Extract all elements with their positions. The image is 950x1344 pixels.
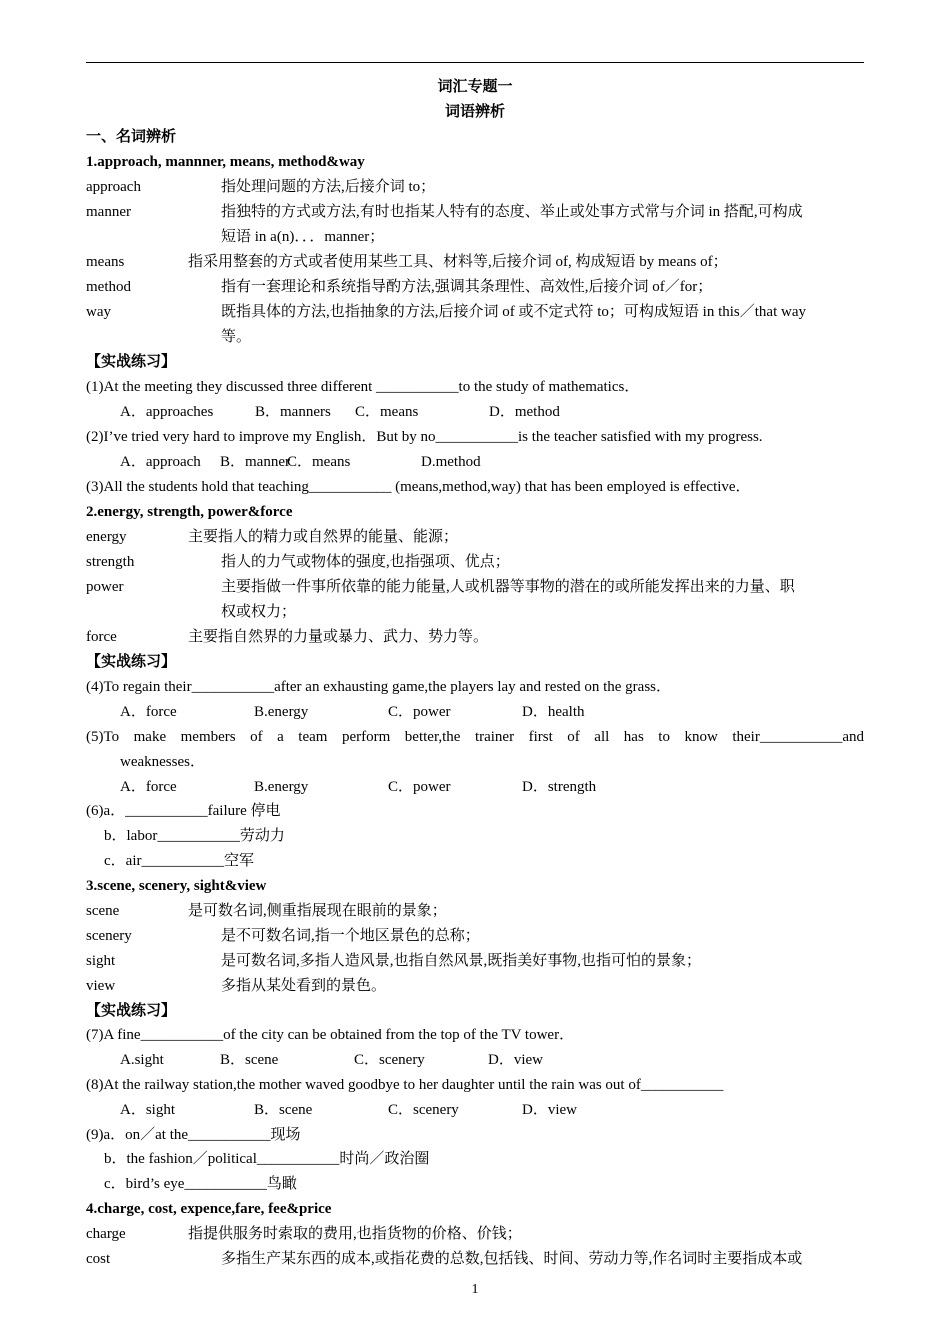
def-row xyxy=(86,1249,802,1271)
def-row xyxy=(86,277,712,299)
practice-heading: 【实战练习】 xyxy=(86,1003,177,1019)
def-term: energy xyxy=(86,529,127,545)
option: B．scene xyxy=(220,1052,279,1068)
def-text: 主要指人的精力或自然界的能量、能源； xyxy=(188,529,459,545)
question-6b: b．labor___________劳动力 xyxy=(104,828,285,844)
def-row xyxy=(86,1224,522,1246)
doc-subtitle: 词语辨析 xyxy=(444,104,505,120)
option: B．manner xyxy=(220,454,290,470)
option: A．approaches xyxy=(120,404,214,420)
def-row xyxy=(86,627,488,649)
option: C．means xyxy=(355,404,419,420)
option: B．scene xyxy=(254,1102,313,1118)
practice-heading: 【实战练习】 xyxy=(86,654,177,670)
def-row xyxy=(86,302,806,324)
def-text: 指提供服务时索取的费用,也指货物的价格、价钱； xyxy=(188,1226,522,1242)
def-row xyxy=(86,926,480,948)
header-rule xyxy=(86,62,864,63)
def-text: 是可数名词,侧重指展现在眼前的景象； xyxy=(188,903,447,919)
def-text: 既指具体的方法,也指抽象的方法,后接介词 of 或不定式符 to；可构成短语 in this／that way xyxy=(221,304,806,320)
def-term: way xyxy=(86,304,111,320)
def-text: 多指从某处看到的景色。 xyxy=(221,978,387,994)
group-2-heading: 2.energy, strength, power&force xyxy=(86,504,293,520)
def-row xyxy=(86,552,510,574)
def-term: approach xyxy=(86,179,141,195)
question-7: (7)A fine___________of the city can be obtained from the top of the TV tower． xyxy=(86,1027,575,1043)
question-6c: c．air___________空军 xyxy=(104,853,254,869)
def-continuation: 权或权力； xyxy=(221,604,297,620)
practice-heading: 【实战练习】 xyxy=(86,354,177,370)
def-term: method xyxy=(86,279,131,295)
def-text: 是不可数名词,指一个地区景色的总称； xyxy=(221,928,480,944)
def-term: force xyxy=(86,629,117,645)
def-term: cost xyxy=(86,1251,111,1267)
option: A.sight xyxy=(120,1052,164,1068)
def-term: scene xyxy=(86,903,120,919)
question-1-options xyxy=(120,402,560,424)
group-1-heading: 1.approach, mannner, means, method&way xyxy=(86,154,365,170)
option: D．health xyxy=(522,704,585,720)
def-continuation: 等。 xyxy=(221,329,252,345)
def-term: means xyxy=(86,254,125,270)
question-3: (3)All the students hold that teaching___________ (means,method,way) that has been employed is effective． xyxy=(86,479,751,495)
option: C．scenery xyxy=(388,1102,459,1118)
def-term: scenery xyxy=(86,928,132,944)
option: D.method xyxy=(421,454,481,470)
def-term: manner xyxy=(86,204,131,220)
question-9a: (9)a．on／at the___________现场 xyxy=(86,1127,301,1143)
def-row xyxy=(86,202,803,224)
question-2-options xyxy=(120,452,481,474)
option: D．strength xyxy=(522,779,597,795)
option: B.energy xyxy=(254,704,309,720)
def-term: power xyxy=(86,579,124,595)
def-row xyxy=(86,951,701,973)
question-5-options xyxy=(120,777,596,799)
def-text: 主要指做一件事所依靠的能力能量,人或机器等事物的潜在的或所能发挥出来的力量、职 xyxy=(221,579,795,595)
option: C．power xyxy=(388,779,451,795)
def-term: view xyxy=(86,978,116,994)
def-text: 指有一套理论和系统指导酌方法,强调其条理性、高效性,后接介词 of／for； xyxy=(221,279,713,295)
def-text: 指人的力气或物体的强度,也指强项、优点； xyxy=(221,554,510,570)
option: C．scenery xyxy=(354,1052,425,1068)
option: B．manners xyxy=(255,404,331,420)
def-term: sight xyxy=(86,953,116,969)
def-text: 指处理问题的方法,后接介词 to； xyxy=(221,179,436,195)
option: D．view xyxy=(488,1052,543,1068)
question-4-options xyxy=(120,702,584,724)
option: A．force xyxy=(120,779,177,795)
def-term: strength xyxy=(86,554,135,570)
question-4: (4)To regain their___________after an exhausting game,the players lay and rested on the grass． xyxy=(86,679,672,695)
option: C．means xyxy=(287,454,351,470)
question-9c: c．bird’s eye___________鸟瞰 xyxy=(104,1176,297,1192)
def-text: 指采用整套的方式或者使用某些工具、材料等,后接介词 of, 构成短语 by means of； xyxy=(188,254,728,270)
doc-title: 词汇专题一 xyxy=(437,79,513,95)
question-8-options xyxy=(120,1100,577,1122)
question-5-continuation: weaknesses． xyxy=(120,754,205,770)
def-row xyxy=(86,252,728,274)
def-text: 多指生产某东西的成本,或指花费的总数,包括钱、时间、劳动力等,作名词时主要指成本或 xyxy=(221,1251,803,1267)
question-2: (2)I’ve tried very hard to improve my English．But by no___________is the teacher satisfied with my progress. xyxy=(86,429,763,445)
option: C．power xyxy=(388,704,451,720)
section-heading: 一、名词辨析 xyxy=(86,129,177,145)
def-row xyxy=(86,177,435,199)
question-5: (5)To make members of a team perform better,the trainer first of all has to know their___________and xyxy=(86,729,864,745)
def-term: charge xyxy=(86,1226,126,1242)
def-row xyxy=(86,976,386,998)
option: A．approach xyxy=(120,454,201,470)
question-6a: (6)a．___________failure 停电 xyxy=(86,803,281,819)
question-7-options xyxy=(120,1050,543,1072)
group-3-heading: 3.scene, scenery, sight&view xyxy=(86,878,267,894)
question-1: (1)At the meeting they discussed three different ___________to the study of mathematics． xyxy=(86,379,640,395)
def-row xyxy=(86,527,458,549)
def-text: 主要指自然界的力量或暴力、武力、势力等。 xyxy=(188,629,489,645)
option: B.energy xyxy=(254,779,309,795)
question-8: (8)At the railway station,the mother waved goodbye to her daughter until the rain was out of___________ xyxy=(86,1077,724,1093)
def-row xyxy=(86,901,447,923)
option: A．sight xyxy=(120,1102,176,1118)
def-text: 指独特的方式或方法,有时也指某人特有的态度、举止或处事方式常与介词 in 搭配,可构成 xyxy=(221,204,803,220)
def-continuation: 短语 in a(n)．．．manner； xyxy=(221,229,385,245)
group-4-heading: 4.charge, cost, expence,fare, fee&price xyxy=(86,1201,332,1217)
option: D．view xyxy=(522,1102,577,1118)
option: D．method xyxy=(489,404,560,420)
def-text: 是可数名词,多指人造风景,也指自然风景,既指美好事物,也指可怕的景象； xyxy=(221,953,702,969)
question-9b: b．the fashion／political___________时尚／政治圈 xyxy=(104,1151,430,1167)
option: A．force xyxy=(120,704,177,720)
page-number: 1 xyxy=(471,1282,479,1297)
def-row xyxy=(86,577,795,599)
